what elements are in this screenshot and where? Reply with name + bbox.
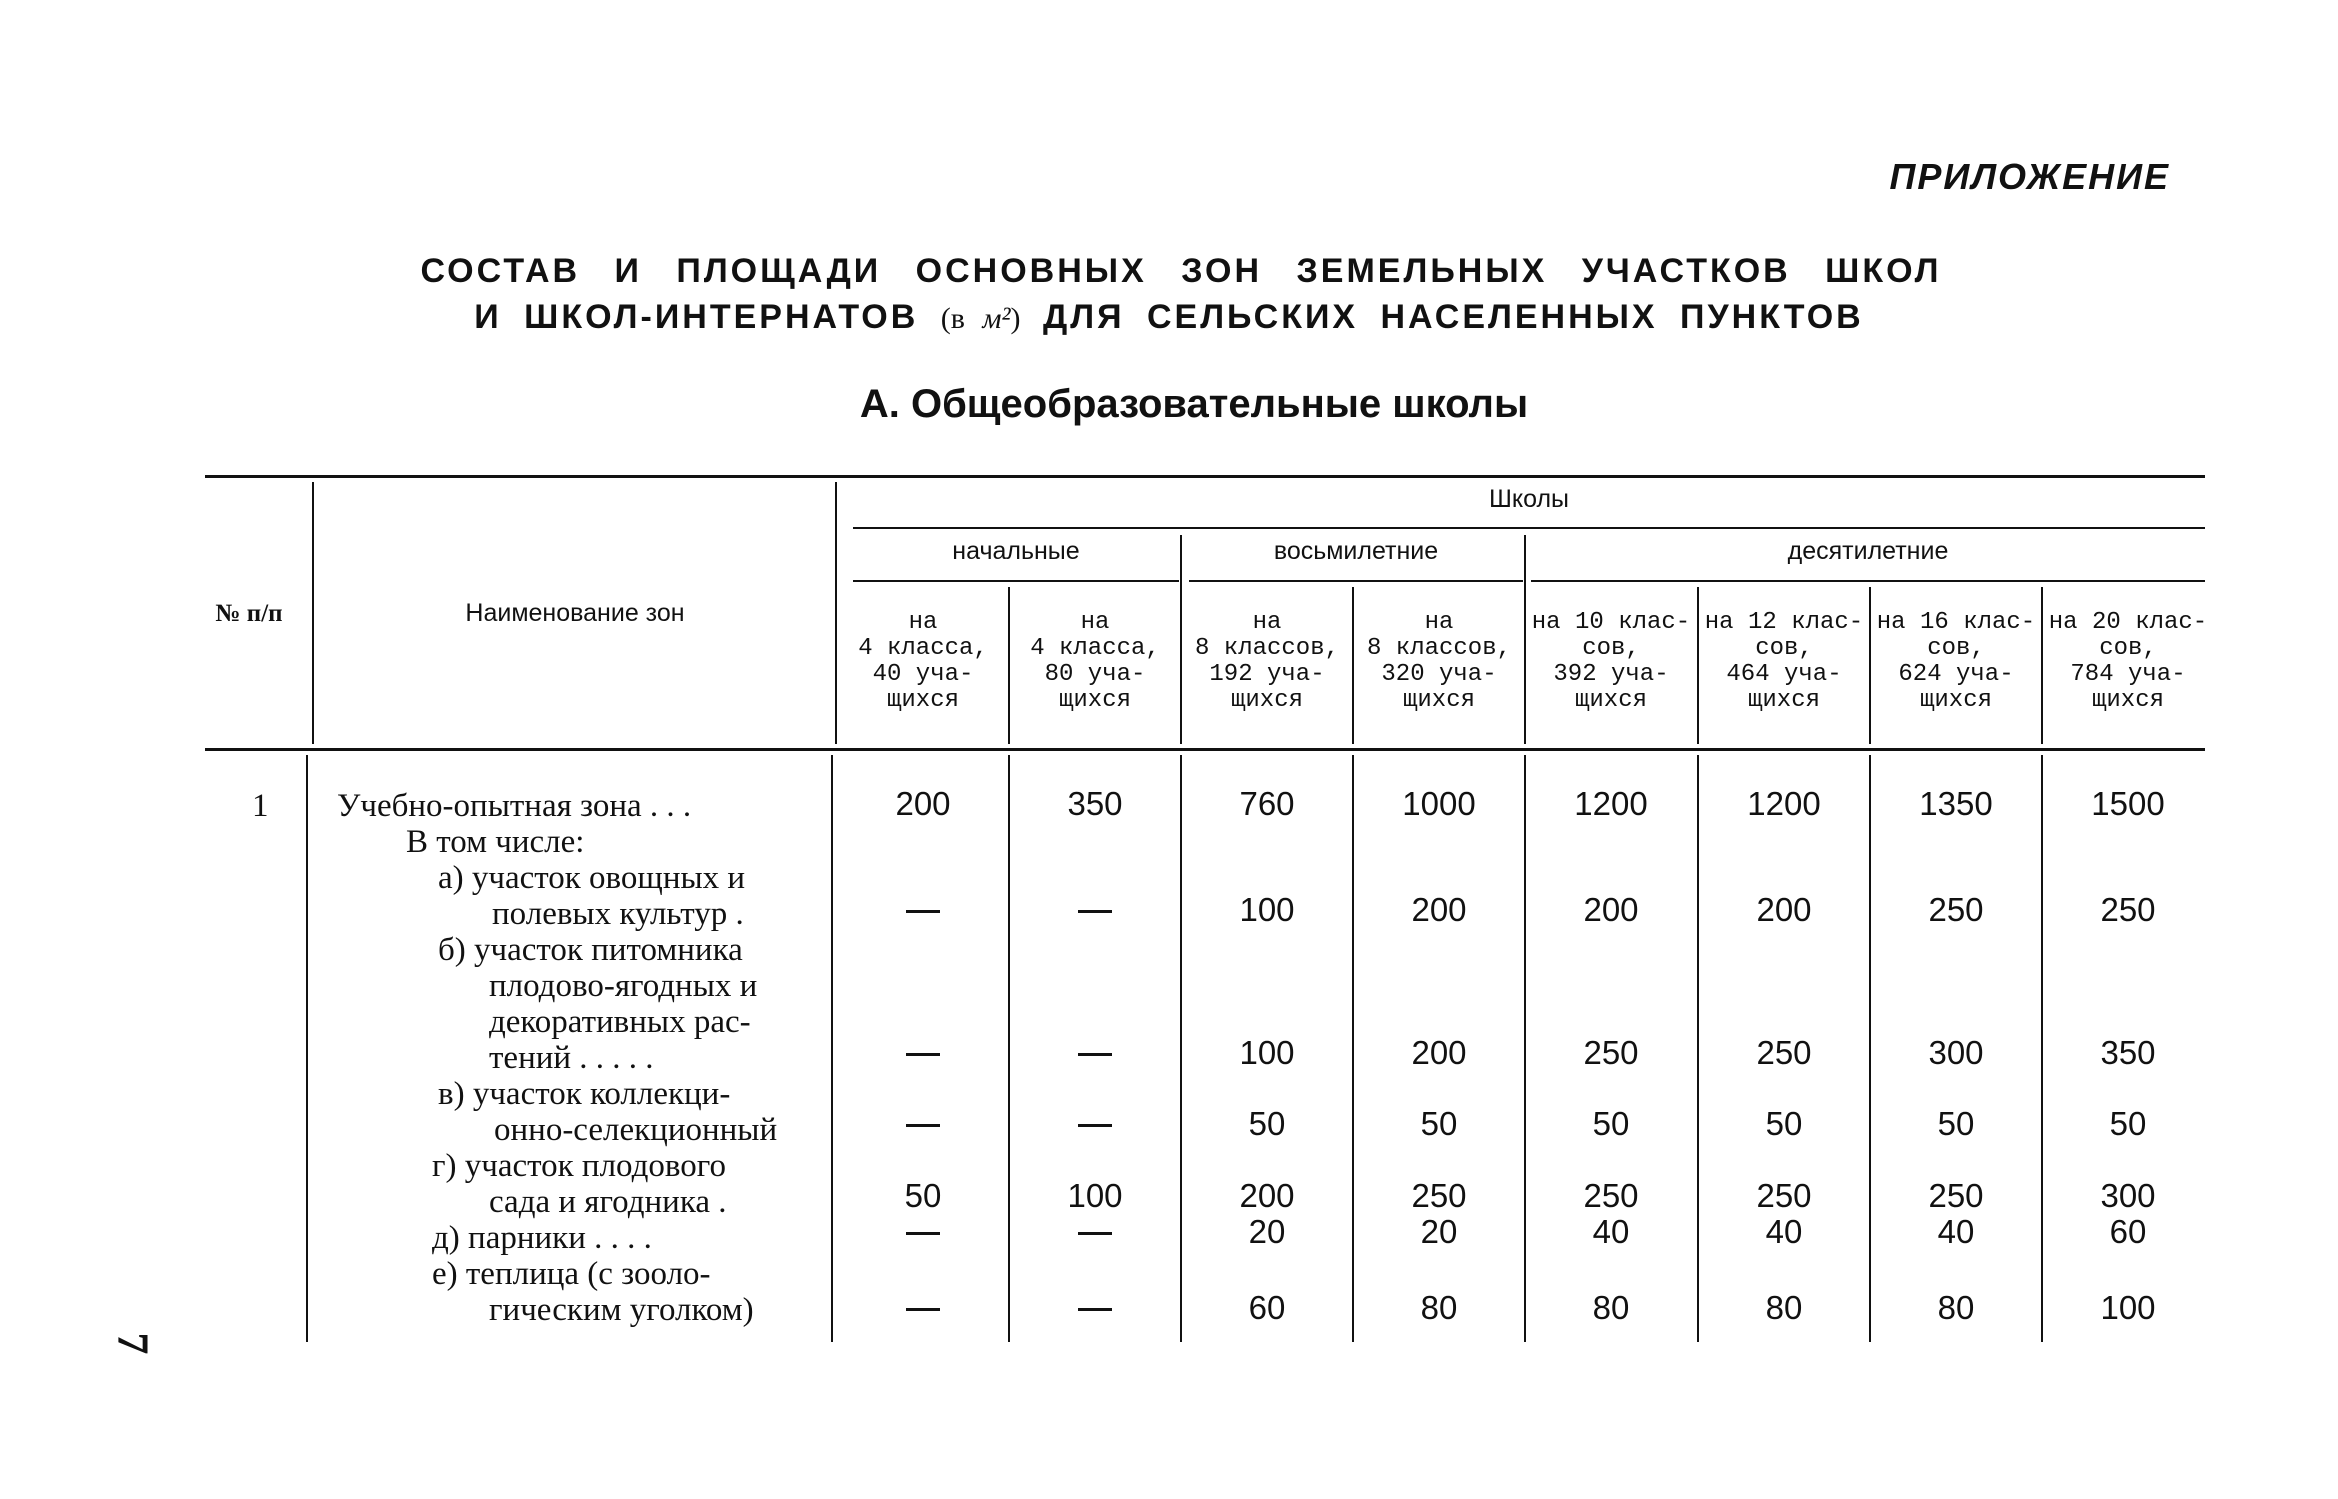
dash-mark bbox=[1078, 1124, 1112, 1127]
header-subcol-2-line: 80 уча- bbox=[1044, 661, 1146, 688]
table-cell: 50 bbox=[1420, 1105, 1458, 1142]
header-subcol-8-line: 784 уча- bbox=[2070, 661, 2186, 688]
zone-name-line: а) участок овощных и bbox=[438, 860, 746, 896]
header-subcol-2-line: щихся bbox=[1058, 687, 1131, 714]
document-title bbox=[0, 248, 2338, 342]
table-top-rule bbox=[205, 475, 2205, 478]
zone-name-line: гическим уголком) bbox=[489, 1292, 754, 1328]
zone-name-line: декоративных рас- bbox=[489, 1004, 751, 1040]
vrule-name bbox=[835, 482, 837, 744]
table-cell: 40 bbox=[1765, 1213, 1803, 1250]
body-vrule-name bbox=[831, 755, 833, 1342]
zone-name-line: д) парники . . . . bbox=[432, 1220, 652, 1256]
table-cell bbox=[1012, 892, 1178, 913]
table-cell: 1000 bbox=[1402, 785, 1476, 822]
table-cell: 100 bbox=[1239, 891, 1295, 928]
title-line-2-post: ДЛЯ СЕЛЬСКИХ НАСЕЛЕННЫХ ПУНКТОВ bbox=[1043, 298, 1864, 336]
table-cell: 80 bbox=[1420, 1289, 1458, 1326]
header-subcol-2-line: на bbox=[1080, 609, 1110, 636]
table-cell bbox=[1012, 1290, 1178, 1311]
header-subcol-4-line: на bbox=[1424, 609, 1454, 636]
header-subcol-2 bbox=[1012, 610, 1178, 714]
vrule-c5 bbox=[1697, 587, 1699, 744]
row-number: 1 bbox=[252, 788, 269, 824]
zone-name-line: в) участок коллекци- bbox=[438, 1076, 731, 1112]
header-subcol-1-line: щихся bbox=[886, 687, 959, 714]
zone-name-line: Учебно-опытная зона . . . bbox=[337, 788, 692, 824]
table-cell: 20 bbox=[1420, 1213, 1458, 1250]
zone-name-line: г) участок плодового bbox=[432, 1148, 726, 1184]
table-cell: 50 bbox=[2109, 1105, 2147, 1142]
header-group-primary: начальные bbox=[952, 537, 1080, 565]
body-vrule-6 bbox=[1869, 755, 1871, 1342]
header-group-schools: Школы bbox=[1488, 485, 1570, 513]
header-subcol-7-line: на 16 клас- bbox=[1876, 609, 2036, 636]
table-cell bbox=[1012, 1214, 1178, 1235]
body-vrule-3 bbox=[1352, 755, 1354, 1342]
header-subcol-6-line: щихся bbox=[1747, 687, 1820, 714]
header-group-ten-year: десятилетние bbox=[1787, 537, 1949, 565]
vrule-c3 bbox=[1352, 587, 1354, 744]
table-cell: 250 bbox=[1928, 1177, 1984, 1214]
table-cell: 20 bbox=[1248, 1213, 1286, 1250]
table-cell: 1200 bbox=[1747, 785, 1821, 822]
header-subcol-2-line: 4 класса, bbox=[1030, 635, 1160, 662]
table-cell: 200 bbox=[1583, 891, 1639, 928]
table-cell: 300 bbox=[2100, 1177, 2156, 1214]
table-cell: 50 bbox=[1248, 1105, 1286, 1142]
table-cell: 200 bbox=[1411, 891, 1467, 928]
table-cell: 100 bbox=[2100, 1289, 2156, 1326]
table-cell: 250 bbox=[2100, 891, 2156, 928]
body-vrule-4 bbox=[1524, 755, 1526, 1342]
header-subcol-8-line: на 20 клас- bbox=[2048, 609, 2208, 636]
title-line-2 bbox=[0, 294, 2338, 342]
title-line-1: СОСТАВ И ПЛОЩАДИ ОСНОВНЫХ ЗОН ЗЕМЕЛЬНЫХ УЧАСТКОВ ШКОЛ bbox=[420, 252, 1942, 290]
header-subcol-7-line: 624 уча- bbox=[1898, 661, 2014, 688]
table-cell: 350 bbox=[1067, 785, 1123, 822]
dash-mark bbox=[1078, 1053, 1112, 1056]
table-cell: 50 bbox=[904, 1177, 942, 1214]
table-cell: 200 bbox=[1239, 1177, 1295, 1214]
table-cell: 40 bbox=[1592, 1213, 1630, 1250]
dash-mark bbox=[906, 1053, 940, 1056]
page-number: 7 bbox=[108, 1332, 158, 1355]
body-vrule-7 bbox=[2041, 755, 2043, 1342]
zone-name-line: В том числе: bbox=[406, 824, 585, 860]
vrule-g1 bbox=[1180, 535, 1182, 744]
table-cell: 250 bbox=[1583, 1177, 1639, 1214]
dash-mark bbox=[906, 1124, 940, 1127]
header-subcol-1-line: 4 класса, bbox=[858, 635, 988, 662]
zone-name-line: е) теплица (с зооло- bbox=[432, 1256, 711, 1292]
table-header-bottom-rule bbox=[205, 748, 2205, 751]
table-cell: 1350 bbox=[1919, 785, 1993, 822]
header-subcol-6 bbox=[1701, 610, 1867, 714]
header-subcol-4-line: щихся bbox=[1402, 687, 1475, 714]
dash-mark bbox=[1078, 1232, 1112, 1235]
header-subcol-3 bbox=[1184, 610, 1350, 714]
schools-group-rule bbox=[853, 527, 2205, 529]
header-col-no: № п/п bbox=[215, 600, 283, 627]
header-subcol-4 bbox=[1356, 610, 1522, 714]
header-subcol-5-line: на 10 клас- bbox=[1531, 609, 1691, 636]
table-cell bbox=[840, 892, 1006, 913]
vrule-c1 bbox=[1008, 587, 1010, 744]
table-cell: 80 bbox=[1592, 1289, 1630, 1326]
dash-mark bbox=[1078, 910, 1112, 913]
table-cell: 250 bbox=[1756, 1034, 1812, 1071]
vrule-c7 bbox=[2041, 587, 2043, 744]
table-cell: 50 bbox=[1765, 1105, 1803, 1142]
table-cell: 1500 bbox=[2091, 785, 2165, 822]
table-cell: 80 bbox=[1765, 1289, 1803, 1326]
header-subcol-6-line: 464 уча- bbox=[1726, 661, 1842, 688]
table-cell: 250 bbox=[1411, 1177, 1467, 1214]
table-cell: 200 bbox=[1411, 1034, 1467, 1071]
table-cell: 300 bbox=[1928, 1034, 1984, 1071]
header-subcol-3-line: 8 классов, bbox=[1194, 635, 1340, 662]
title-line-2-pre: И ШКОЛ-ИНТЕРНАТОВ bbox=[474, 298, 919, 336]
body-vrule-5 bbox=[1697, 755, 1699, 1342]
body-vrule-2 bbox=[1180, 755, 1182, 1342]
table-cell: 250 bbox=[1928, 891, 1984, 928]
header-subcol-1-line: 40 уча- bbox=[872, 661, 974, 688]
vrule-c6 bbox=[1869, 587, 1871, 744]
table-cell: 200 bbox=[1756, 891, 1812, 928]
header-subcol-8-line: щихся bbox=[2091, 687, 2164, 714]
header-subcol-5-line: 392 уча- bbox=[1553, 661, 1669, 688]
table-cell: 250 bbox=[1756, 1177, 1812, 1214]
header-subcol-7-line: щихся bbox=[1919, 687, 1992, 714]
table-cell bbox=[840, 1106, 1006, 1127]
header-subcol-1 bbox=[840, 610, 1006, 714]
zone-name-line: полевых культур . bbox=[492, 896, 744, 932]
title-unit-open: (в bbox=[940, 302, 965, 335]
header-subcol-5-line: сов, bbox=[1582, 635, 1640, 662]
table-cell: 100 bbox=[1239, 1034, 1295, 1071]
title-unit-close: ) bbox=[1010, 302, 1021, 335]
table-cell: 50 bbox=[1937, 1105, 1975, 1142]
zone-name-line: онно-селекционный bbox=[494, 1112, 778, 1148]
header-subcol-3-line: 192 уча- bbox=[1209, 661, 1325, 688]
header-subcol-4-line: 320 уча- bbox=[1381, 661, 1497, 688]
header-subcol-8 bbox=[2045, 610, 2211, 714]
section-subtitle: А. Общеобразовательные школы bbox=[859, 382, 1529, 426]
table-cell bbox=[840, 1035, 1006, 1056]
header-subcol-3-line: на bbox=[1252, 609, 1282, 636]
table-cell: 760 bbox=[1239, 785, 1295, 822]
vrule-no bbox=[312, 482, 314, 744]
header-subcol-3-line: щихся bbox=[1230, 687, 1303, 714]
table-cell: 60 bbox=[1248, 1289, 1286, 1326]
subgroup-rule-2 bbox=[1189, 580, 1523, 582]
title-unit-m2: м² bbox=[982, 302, 1011, 335]
header-col-name: Наименование зон bbox=[465, 599, 685, 627]
zone-name-line: сада и ягодника . bbox=[489, 1184, 727, 1220]
table-cell: 40 bbox=[1937, 1213, 1975, 1250]
header-group-eight-year: восьмилетние bbox=[1273, 537, 1439, 565]
table-cell: 350 bbox=[2100, 1034, 2156, 1071]
header-subcol-6-line: сов, bbox=[1755, 635, 1813, 662]
dash-mark bbox=[906, 1308, 940, 1311]
table-cell bbox=[840, 1214, 1006, 1235]
header-subcol-7-line: сов, bbox=[1927, 635, 1985, 662]
dash-mark bbox=[906, 1232, 940, 1235]
zone-name-line: плодово-ягодных и bbox=[489, 968, 758, 1004]
zone-name-line: б) участок питомника bbox=[438, 932, 743, 968]
table-cell: 250 bbox=[1583, 1034, 1639, 1071]
header-subcol-4-line: 8 классов, bbox=[1366, 635, 1512, 662]
table-cell: 1200 bbox=[1574, 785, 1648, 822]
body-vrule-1 bbox=[1008, 755, 1010, 1342]
table-cell: 50 bbox=[1592, 1105, 1630, 1142]
title-unit bbox=[941, 302, 1021, 335]
header-subcol-6-line: на 12 клас- bbox=[1704, 609, 1864, 636]
table-cell: 200 bbox=[895, 785, 951, 822]
table-cell bbox=[840, 1290, 1006, 1311]
header-subcol-1-line: на bbox=[908, 609, 938, 636]
dash-mark bbox=[1078, 1308, 1112, 1311]
table-cell bbox=[1012, 1106, 1178, 1127]
table-cell: 80 bbox=[1937, 1289, 1975, 1326]
zone-name-line: тений . . . . . bbox=[489, 1040, 654, 1076]
body-vrule-no bbox=[306, 755, 308, 1342]
subgroup-rule-1 bbox=[853, 580, 1179, 582]
header-subcol-5 bbox=[1528, 610, 1694, 714]
subgroup-rule-3 bbox=[1531, 580, 2205, 582]
dash-mark bbox=[906, 910, 940, 913]
table-cell: 100 bbox=[1067, 1177, 1123, 1214]
table-cell: 60 bbox=[2109, 1213, 2147, 1250]
vrule-g2 bbox=[1524, 535, 1526, 744]
header-subcol-8-line: сов, bbox=[2099, 635, 2157, 662]
table-cell bbox=[1012, 1035, 1178, 1056]
appendix-label: ПРИЛОЖЕНИЕ bbox=[1889, 156, 2170, 197]
header-subcol-5-line: щихся bbox=[1574, 687, 1647, 714]
header-subcol-7 bbox=[1873, 610, 2039, 714]
